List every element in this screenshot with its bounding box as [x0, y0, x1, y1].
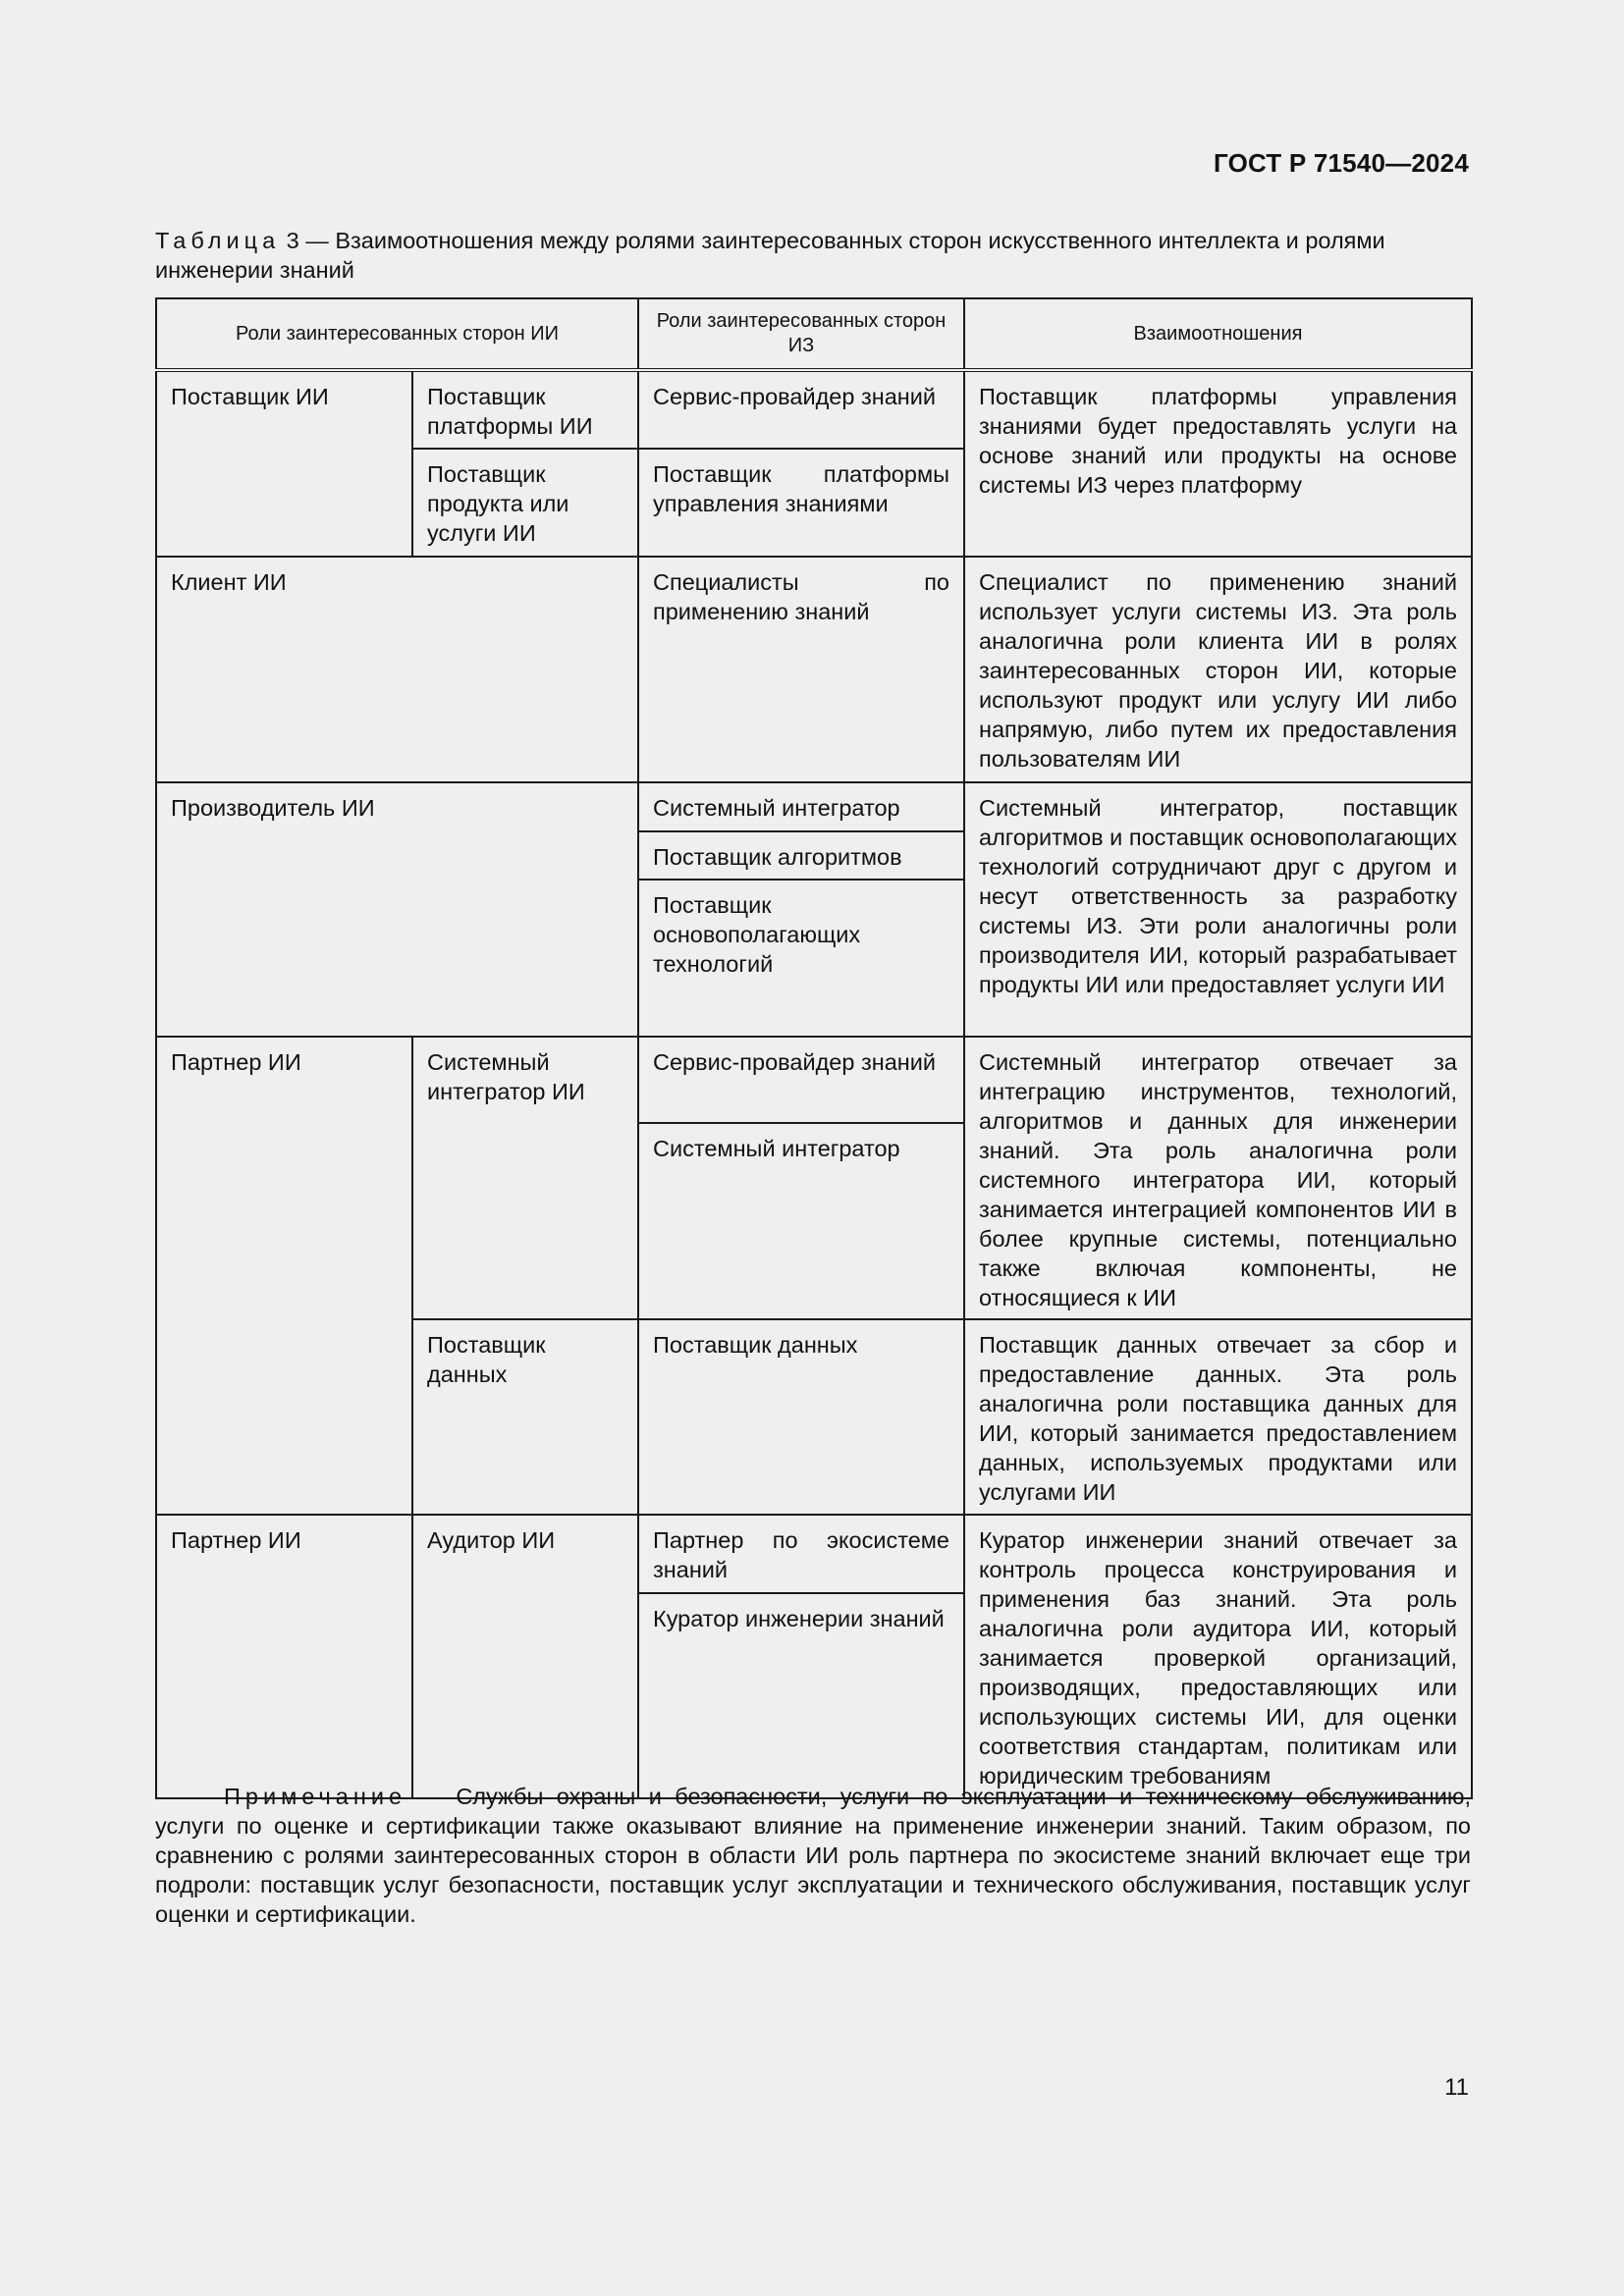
note-text: — Службы охраны и безопасности, услуги по эксплуатации и техническому обслуживанию, услуги по оценке и сертификации также оказывают влияние на применение инженерии знаний. Таким образом, по сравнению с ролями заинтересованных сторон в области ИИ роль партнера по экосистеме знаний включает еще три подроли: поставщик услуг безопасности, поставщик услуг эксплуатации и технического обслуживания, поставщик услуг оценки и сертификации. [155, 1784, 1471, 1927]
ai-role-cell: Поставщик ИИ [156, 370, 412, 557]
ke-role-cell: Сервис-провайдер знаний [638, 1037, 964, 1123]
ai-subrole-cell: Системный интегратор ИИ [412, 1037, 638, 1319]
table-caption [155, 226, 1471, 285]
relation-cell: Системный интегратор отвечает за интеграцию инструментов, технологий, алгоритмов и данных для инженерии знаний. Эта роль аналогична роли системного интегратора ИИ, который занимается интеграцией компонентов ИИ в более крупные системы, потенциально также включая компоненты, не относящиеся к ИИ [964, 1037, 1472, 1319]
ke-role-cell: Поставщик платформы управления знаниями [638, 449, 964, 557]
ke-role-cell: Поставщик основополагающих технологий [638, 880, 964, 1037]
ai-role-cell: Клиент ИИ [156, 557, 638, 782]
table-row [156, 1037, 1472, 1123]
relation-cell: Системный интегратор, поставщик алгоритмов и поставщик основополагающих технологий сотрудничают друг с другом и несут ответственность за разработку системы ИЗ. Эти роли аналогичны роли производителя ИИ, который разрабатывает продукты ИИ или предоставляет услуги ИИ [964, 782, 1472, 1037]
ai-subrole-cell: Поставщик данных [412, 1319, 638, 1515]
table-caption-label: Таблица [155, 228, 281, 253]
relation-cell: Поставщик данных отвечает за сбор и предоставление данных. Эта роль аналогична роли поставщика данных для ИИ, который занимается предоставлением данных, используемых продуктами или услугами ИИ [964, 1319, 1472, 1515]
relation-cell: Куратор инженерии знаний отвечает за контроль процесса конструирования и применения баз знаний. Эта роль аналогична роли аудитора ИИ, который занимается проверкой организаций, производящих, предоставляющих или использующих системы ИИ, для оценки соответствия стандартам, политикам или юридическим требованиям [964, 1515, 1472, 1798]
document-id: ГОСТ Р 71540—2024 [1214, 148, 1469, 178]
ke-role-cell: Системный интегратор [638, 1123, 964, 1319]
header-ai-roles: Роли заинтересованных сторон ИИ [156, 298, 638, 370]
table-header-row [156, 298, 1472, 370]
table-note [155, 1782, 1471, 1929]
header-ke-roles: Роли заинтересованных сторон ИЗ [638, 298, 964, 370]
ke-role-cell: Партнер по экосистеме знаний [638, 1515, 964, 1593]
ke-role-cell: Специалисты по применению знаний [638, 557, 964, 782]
relation-cell: Специалист по применению знаний использует услуги системы ИЗ. Эта роль аналогична роли клиента ИИ в ролях заинтересованных сторон ИИ, которые используют продукт или услугу ИИ либо напрямую, либо путем их предоставления пользователям ИИ [964, 557, 1472, 782]
ke-role-cell: Куратор инженерии знаний [638, 1593, 964, 1798]
ke-role-cell: Системный интегратор [638, 782, 964, 831]
ai-subrole-cell: Поставщик платформы ИИ [412, 370, 638, 449]
header-relations: Взаимоотношения [964, 298, 1472, 370]
page-number: 11 [1444, 2074, 1469, 2101]
ai-subrole-cell: Аудитор ИИ [412, 1515, 638, 1798]
table-row [156, 557, 1472, 782]
roles-table [155, 297, 1473, 1799]
table-row [156, 782, 1472, 831]
table-caption-text: 3 — Взаимоотношения между ролями заинтересованных сторон искусственного интеллекта и ролями инженерии знаний [155, 228, 1385, 283]
ai-role-cell: Производитель ИИ [156, 782, 638, 1037]
ke-role-cell: Поставщик алгоритмов [638, 831, 964, 880]
ai-role-cell: Партнер ИИ [156, 1037, 412, 1515]
ai-subrole-cell: Поставщик продукта или услуги ИИ [412, 449, 638, 557]
note-label: Примечание [224, 1784, 407, 1809]
table-row [156, 1515, 1472, 1593]
ai-role-cell: Партнер ИИ [156, 1515, 412, 1798]
ke-role-cell: Поставщик данных [638, 1319, 964, 1515]
relation-cell: Поставщик платформы управления знаниями будет предоставлять услуги на основе знаний или продукты на основе системы ИЗ через платформу [964, 370, 1472, 557]
table-row [156, 370, 1472, 449]
ke-role-cell: Сервис-провайдер знаний [638, 370, 964, 449]
